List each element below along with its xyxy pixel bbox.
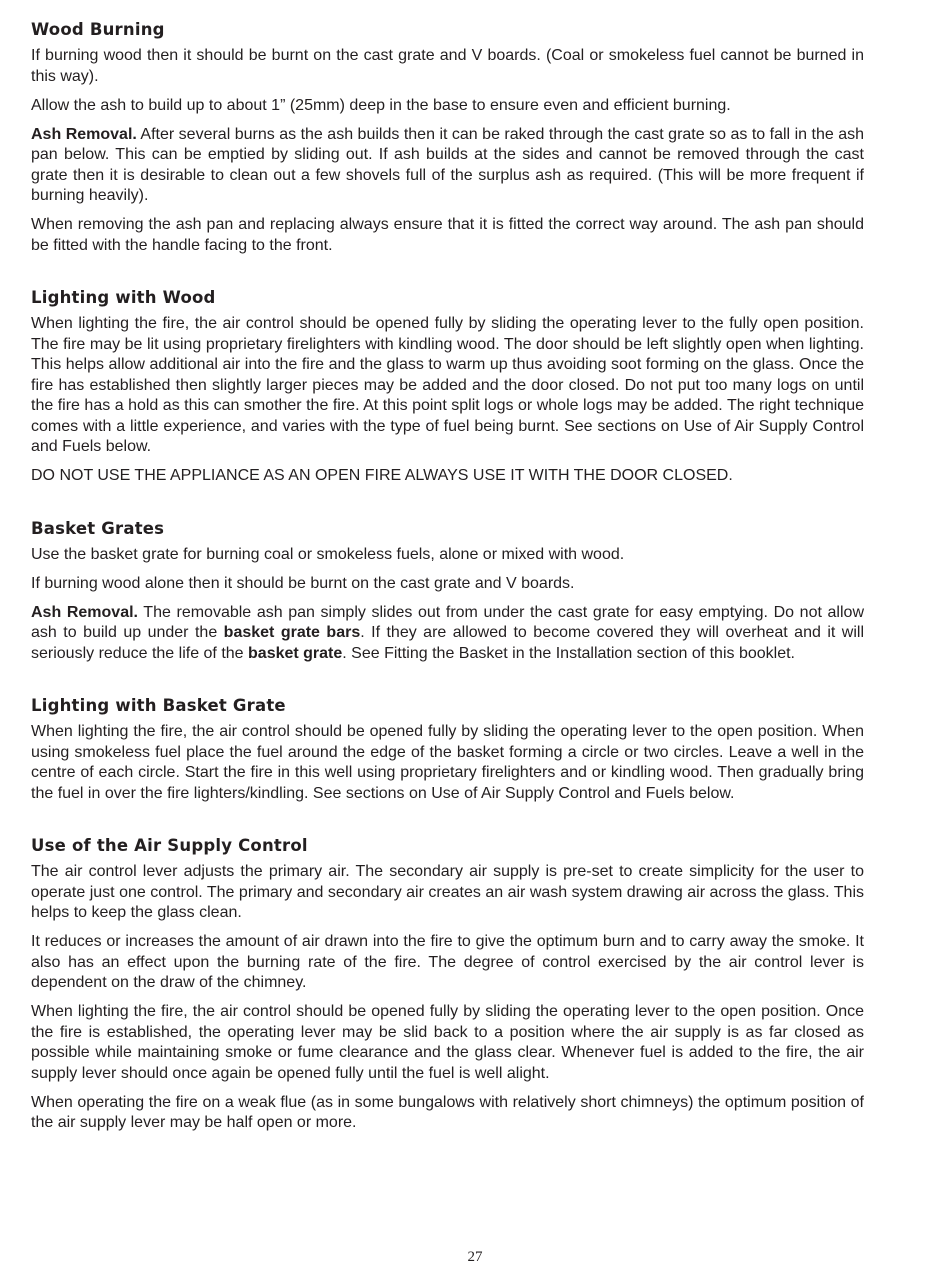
paragraph-text: . If they are allowed to become covered they will overheat and it will seriously reduce the life of the <box>31 624 864 662</box>
paragraph <box>31 314 864 458</box>
paragraph-text: If burning wood then it should be burnt on the cast grate and V boards. (Coal or smokeless fuel cannot be burned in this way). <box>31 47 864 85</box>
paragraph <box>31 862 864 924</box>
paragraph <box>31 96 864 117</box>
section-heading: Lighting with Wood <box>31 288 216 307</box>
section-heading: Use of the Air Supply Control <box>31 836 308 855</box>
paragraph-text: If burning wood alone then it should be burnt on the cast grate and V boards. <box>31 574 575 592</box>
paragraph-text: When lighting the fire, the air control should be opened fully by sliding the operating lever to the fully open position. The fire may be lit using proprietary firelighters with kindling wood. The door should be left slightly open when lighting. This helps allow additional air into the fire and the glass to warm up thus avoiding soot forming on the glass. Once the fire has established then slightly larger pieces may be added and the door closed. Do not put too many logs on until the fire has a hold as this can smother the fire. At this point split logs or whole logs may be added. The right technique comes with a little experience, and varies with the type of fuel being burnt. See sections on Use of Air Supply Control and Fuels below. <box>31 315 864 455</box>
paragraph <box>31 603 864 665</box>
section-heading: Wood Burning <box>31 20 165 39</box>
paragraph <box>31 932 864 994</box>
paragraph <box>31 215 864 256</box>
paragraph-text: When operating the fire on a weak flue (as in some bungalows with relatively short chimneys) the optimum position of the air supply lever may be half open or more. <box>31 1093 864 1131</box>
paragraph-text: Allow the ash to build up to about 1” (25mm) deep in the base to ensure even and efficient burning. <box>31 96 731 114</box>
paragraph <box>31 1002 864 1084</box>
section-heading: Basket Grates <box>31 518 165 538</box>
bold-term: basket grate <box>248 644 343 662</box>
section-basket-grates <box>31 517 864 665</box>
paragraph-lead: Ash Removal. <box>31 125 137 143</box>
section-lighting-with-basket-grate <box>31 694 864 804</box>
page-content <box>31 18 864 1142</box>
paragraph-text: It reduces or increases the amount of air drawn into the fire to give the optimum burn and to carry away the smoke. It also has an effect upon the burning rate of the fire. The degree of control exercised by the air control lever is dependent on the draw of the chimney. <box>31 933 864 991</box>
paragraph <box>31 574 864 595</box>
section-heading: Lighting with Basket Grate <box>31 696 286 715</box>
section-wood-burning <box>31 18 864 256</box>
paragraph-text: The removable ash pan simply slides out from under the cast grate for easy emptying. Do not allow ash to build up under the <box>31 603 864 641</box>
bold-term: basket grate bars <box>223 624 361 641</box>
paragraph-text: DO NOT USE THE APPLIANCE AS AN OPEN FIRE ALWAYS USE IT WITH THE DOOR CLOSED. <box>31 467 733 484</box>
paragraph <box>31 46 864 87</box>
section-lighting-with-wood <box>31 286 864 487</box>
paragraph-text: Use the basket grate for burning coal or smokeless fuels, alone or mixed with wood. <box>31 545 625 563</box>
paragraph <box>31 722 864 804</box>
paragraph-lead: Ash Removal. <box>31 603 138 621</box>
paragraph-text: The air control lever adjusts the primary air. The secondary air supply is pre-set to create simplicity for the user to operate just one control. The primary and secondary air creates an air wash system drawing air across the glass. This helps to keep the glass clean. <box>31 863 864 921</box>
section-air-supply-control <box>31 834 864 1134</box>
paragraph <box>31 545 864 566</box>
paragraph <box>31 125 864 207</box>
paragraph-text: When lighting the fire, the air control should be opened fully by sliding the operating lever to the open position. When using smokeless fuel place the fuel around the edge of the basket forming a circle or two circles. Leave a well in the centre of each circle. Start the fire in this well using proprietary firelighters and or kindling wood. Then gradually bring the fuel in over the fire lighters/kindling. See sections on Use of Air Supply Control and Fuels below. <box>31 723 864 802</box>
paragraph <box>31 1093 864 1134</box>
paragraph-text: When lighting the fire, the air control should be opened fully by sliding the operating lever to the open position. Once the fire is established, the operating lever may be slid back to a position where the air supply is as far closed as possible while maintaining smoke or fume clearance and the glass clear. Whenever fuel is added to the fire, the air supply lever should once again be opened fully until the fuel is well alight. <box>31 1003 864 1082</box>
paragraph-text: . See Fitting the Basket in the Installation section of this booklet. <box>342 644 795 662</box>
paragraph <box>31 466 864 487</box>
paragraph-text: After several burns as the ash builds then it can be raked through the cast grate so as to fall in the ash pan below. This can be emptied by sliding out. If ash builds at the sides and cannot be removed through the cast grate then it is desirable to clean out a few shovels full of the surplus ash as required. (This will be more frequent if burning heavily). <box>31 125 865 204</box>
paragraph-text: When removing the ash pan and replacing always ensure that it is fitted the correct way around. The ash pan should be fitted with the handle facing to the front. <box>31 216 864 254</box>
page-number: 27 <box>467 1249 483 1265</box>
